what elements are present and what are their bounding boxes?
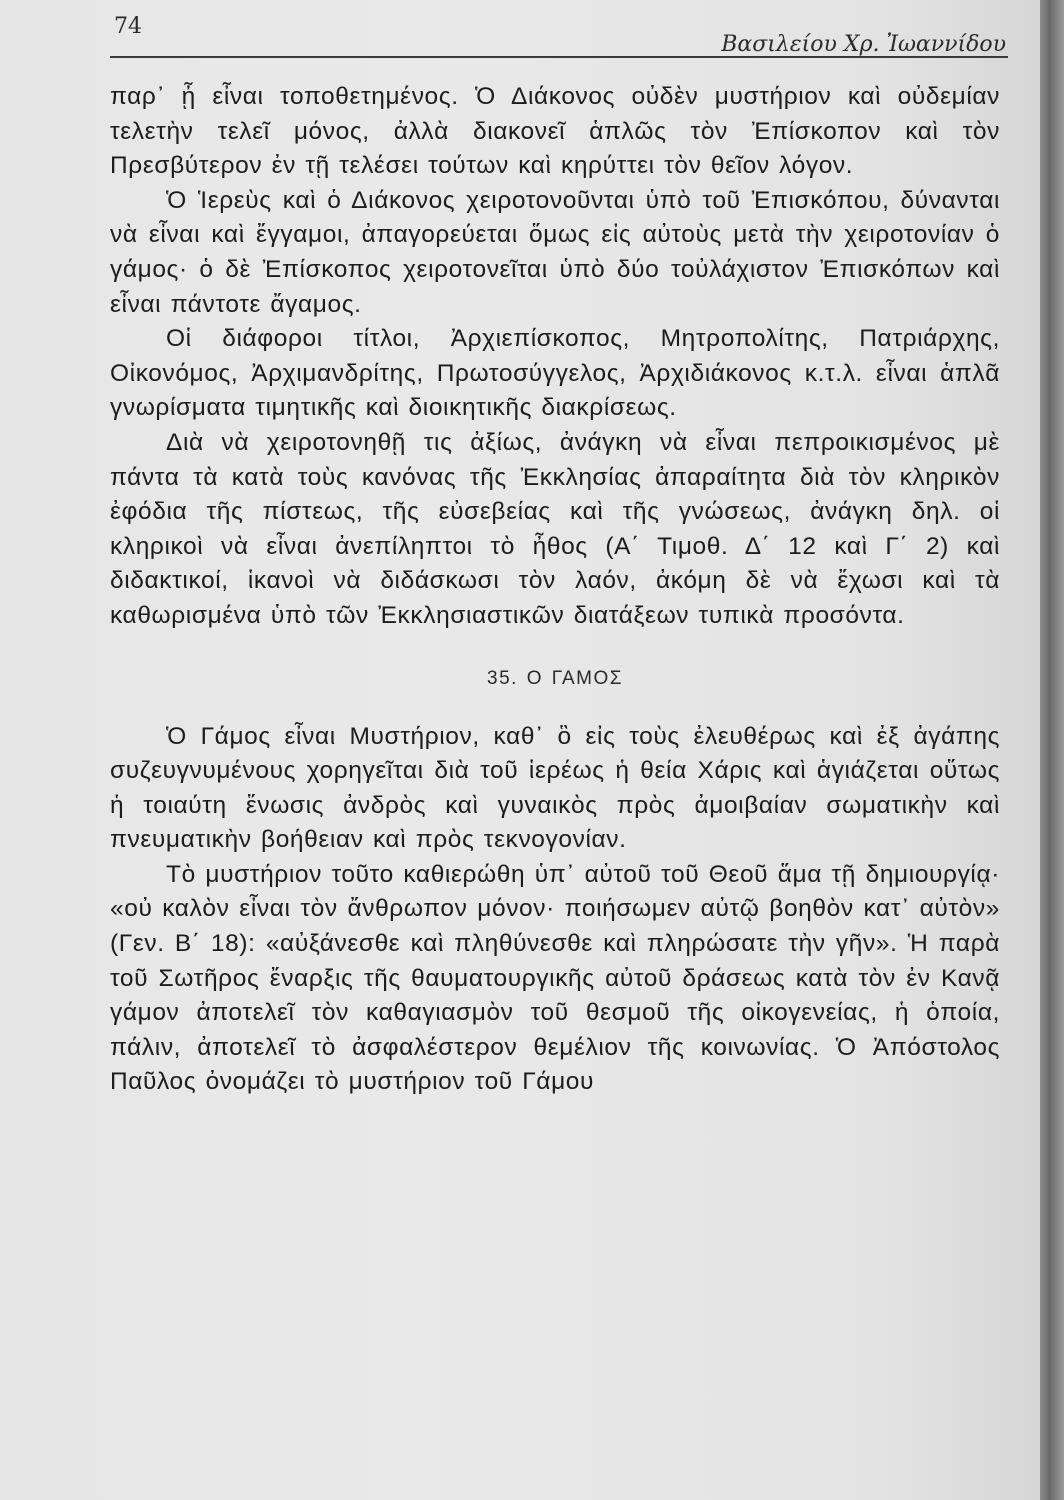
- book-gutter-edge: [1040, 0, 1064, 1500]
- section-title: 35. Ο ΓΑΜΟΣ: [487, 667, 623, 689]
- body-text: [110, 80, 1000, 1100]
- page-header: [110, 14, 1010, 60]
- running-head: Βασιλείου Χρ. Ἰωαννίδου: [721, 32, 1006, 57]
- paragraph: παρ᾽ ᾖ εἶναι τοποθετημένος. Ὁ Διάκονος οὐδὲν μυστήριον καὶ οὐδεμίαν τελετὴν τελεῖ μόνος, ἀλλὰ διακονεῖ ἁπλῶς τὸν Ἐπίσκοπον καὶ τὸν Πρεσβύτερον ἐν τῇ τελέσει τούτων καὶ κηρύττει τὸν θεῖον λόγον.: [110, 83, 1000, 180]
- paragraph: Ὁ Γάμος εἶναι Μυστήριον, καθ᾽ ὃ εἰς τοὺς ἐλευθέρως καὶ ἐξ ἀγάπης συζευγνυμένους χορηγεῖται διὰ τοῦ ἱερέως ἡ θεία Χάρις καὶ ἁγιάζεται οὕτως ἡ τοιαύτη ἕνωσις ἀνδρὸς καὶ γυναικὸς πρὸς ἀμοιβαίαν σωματικὴν καὶ πνευματικὴν βοήθειαν καὶ πρὸς τεκνογονίαν.: [110, 722, 1000, 854]
- page-number: 74: [114, 14, 142, 39]
- paragraph: Οἱ διάφοροι τίτλοι, Ἀρχιεπίσκοπος, Μητροπολίτης, Πατριάρχης, Οἰκονόμος, Ἀρχιμανδρίτης, Πρωτοσύγγελος, Ἀρχιδιάκονος κ.τ.λ. εἶναι ἁπλᾶ γνωρίσματα τιμητικῆς καὶ διοικητικῆς διακρίσεως.: [110, 325, 1000, 422]
- paragraph: Διὰ νὰ χειροτονηθῇ τις ἀξίως, ἀνάγκη νὰ εἶναι πεπροικισμένος μὲ πάντα τὰ κατὰ τοὺς κανόνας τῆς Ἐκκλησίας ἀπαραίτητα διὰ τὸν κληρικὸν ἐφόδια τῆς πίστεως, τῆς εὐσεβείας καὶ τῆς γνώσεως, ἀνάγκη δηλ. οἱ κληρικοὶ νὰ εἶναι ἀνεπίληπτοι τὸ ἦθος (Α΄ Τιμοθ. Δ΄ 12 καὶ Γ΄ 2) καὶ διδακτικοί, ἱκανοὶ νὰ διδάσκωσι τὸν λαόν, ἀκόμη δὲ νὰ ἔχωσι καὶ τὰ καθωρισμένα ὑπὸ τῶν Ἐκκλησιαστικῶν διατάξεων τυπικὰ προσόντα.: [110, 428, 1000, 629]
- paragraph: Τὸ μυστήριον τοῦτο καθιερώθη ὑπ᾽ αὐτοῦ τοῦ Θεοῦ ἅμα τῇ δημιουργίᾳ· «οὐ καλὸν εἶναι τὸν ἄνθρωπον μόνον· ποιήσωμεν αὐτῷ βοηθὸν κατ᾽ αὐτὸν» (Γεν. Β΄ 18): «αὐξάνεσθε καὶ πληθύνεσθε καὶ πληρώσατε τὴν γῆν». Ἡ παρὰ τοῦ Σωτῆρος ἔναρξις τῆς θαυματουργικῆς αὐτοῦ δράσεως κατὰ τὸν ἐν Κανᾷ γάμον ἀποτελεῖ τὸν καθαγιασμὸν τοῦ θεσμοῦ τῆς οἰκογενείας, ἡ ὁποία, πάλιν, ἀποτελεῖ τὸ ἀσφαλέστερον θεμέλιον τῆς κοινωνίας. Ὁ Ἀπόστολος Παῦλος ὀνομάζει τὸ μυστήριον τοῦ Γάμου: [110, 860, 1000, 1096]
- header-rule: [110, 56, 1008, 58]
- paragraph: Ὁ Ἱερεὺς καὶ ὁ Διάκονος χειροτονοῦνται ὑπὸ τοῦ Ἐπισκόπου, δύνανται νὰ εἶναι καὶ ἔγγαμοι, ἀπαγορεύεται ὅμως εἰς αὐτοὺς μετὰ τὴν χειροτονίαν ὁ γάμος· ὁ δὲ Ἐπίσκοπος χειροτονεῖται ὑπὸ δύο τοὐλάχιστον Ἐπισκόπων καὶ εἶναι πάντοτε ἄγαμος.: [110, 186, 1000, 318]
